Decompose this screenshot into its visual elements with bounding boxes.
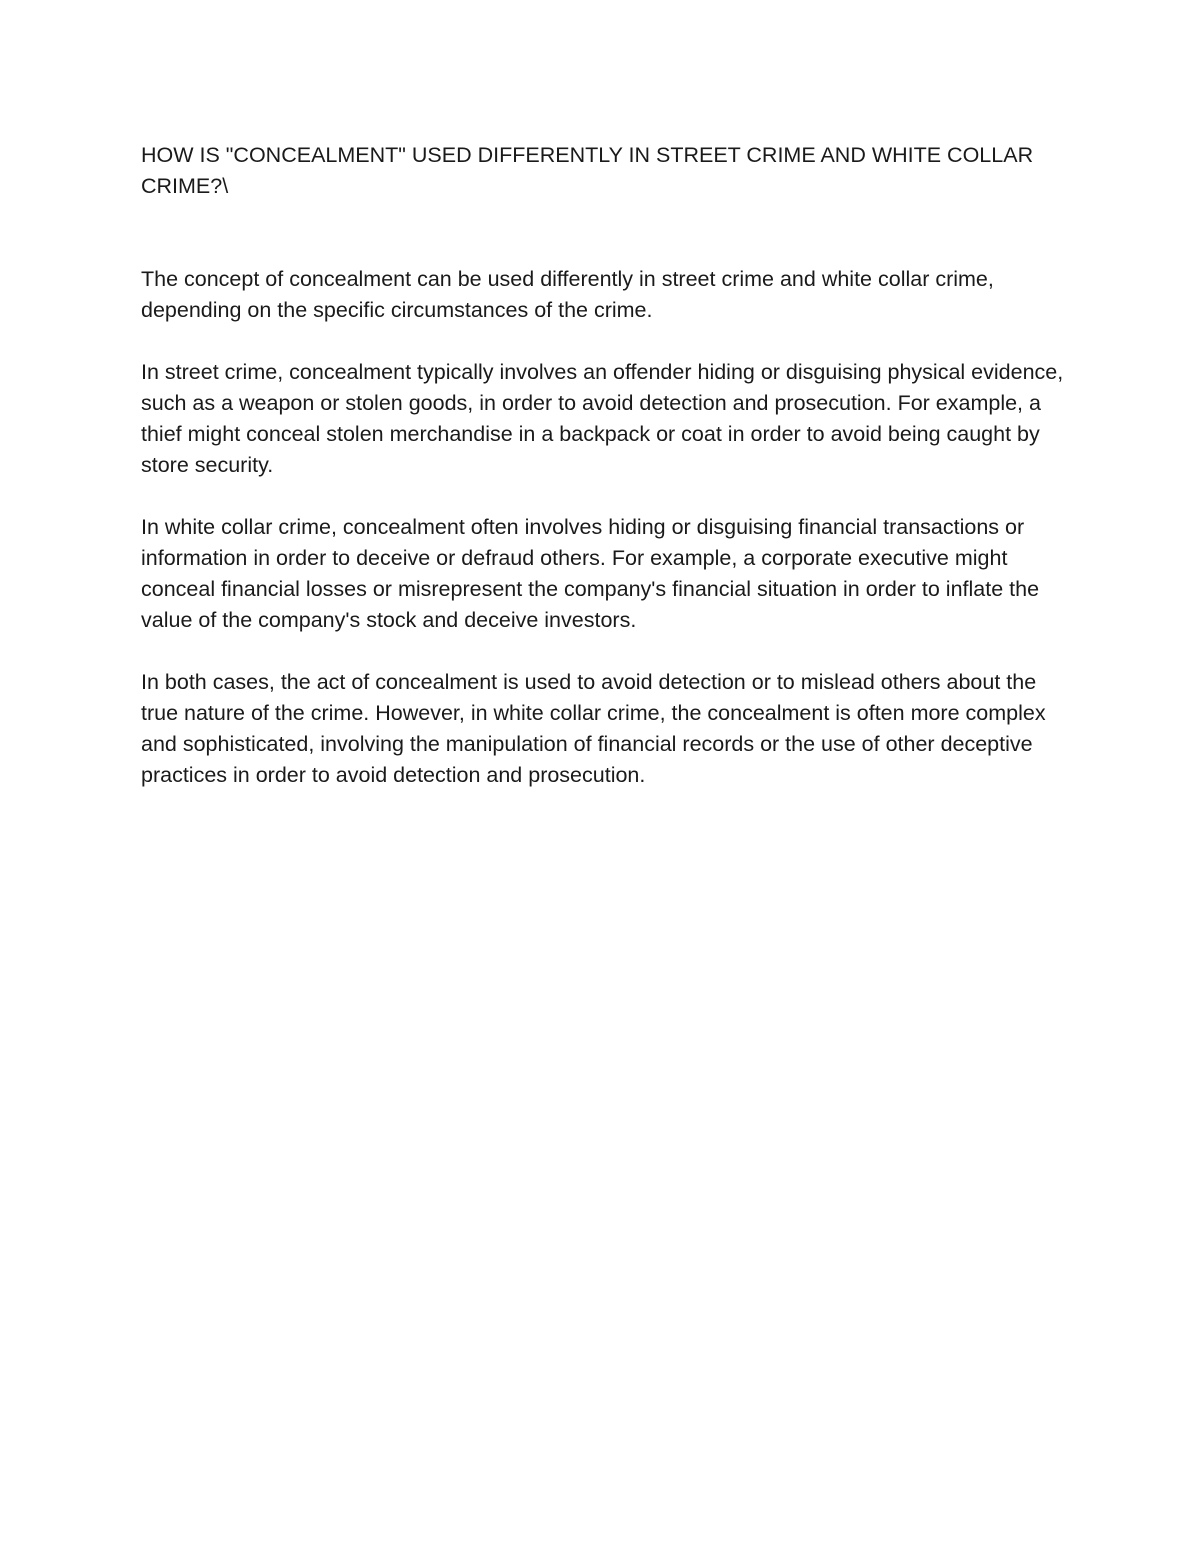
paragraph-street-crime: In street crime, concealment typically involves an offender hiding or disguising physical evidence, such as a weapon or stolen goods, in order to avoid detection and prosecution. For example, a thief might conceal stolen merchandise in a backpack or coat in order to avoid being caught by store security. (141, 360, 1064, 477)
document-body (141, 140, 1066, 791)
paragraph-intro: The concept of concealment can be used differently in street crime and white collar crime, depending on the specific circumstances of the crime. (141, 267, 994, 322)
paragraph-conclusion: In both cases, the act of concealment is used to avoid detection or to mislead others about the true nature of the crime. However, in white collar crime, the concealment is often more complex and sophisticated, involving the manipulation of financial records or the use of other deceptive practices in order to avoid detection and prosecution. (141, 670, 1046, 787)
document-title: HOW IS "CONCEALMENT" USED DIFFERENTLY IN STREET CRIME AND WHITE COLLAR CRIME?\ (141, 143, 1034, 198)
paragraph-white-collar-crime: In white collar crime, concealment often involves hiding or disguising financial transactions or information in order to deceive or defraud others. For example, a corporate executive might conceal financial losses or misrepresent the company's financial situation in order to inflate the value of the company's stock and deceive investors. (141, 515, 1040, 632)
